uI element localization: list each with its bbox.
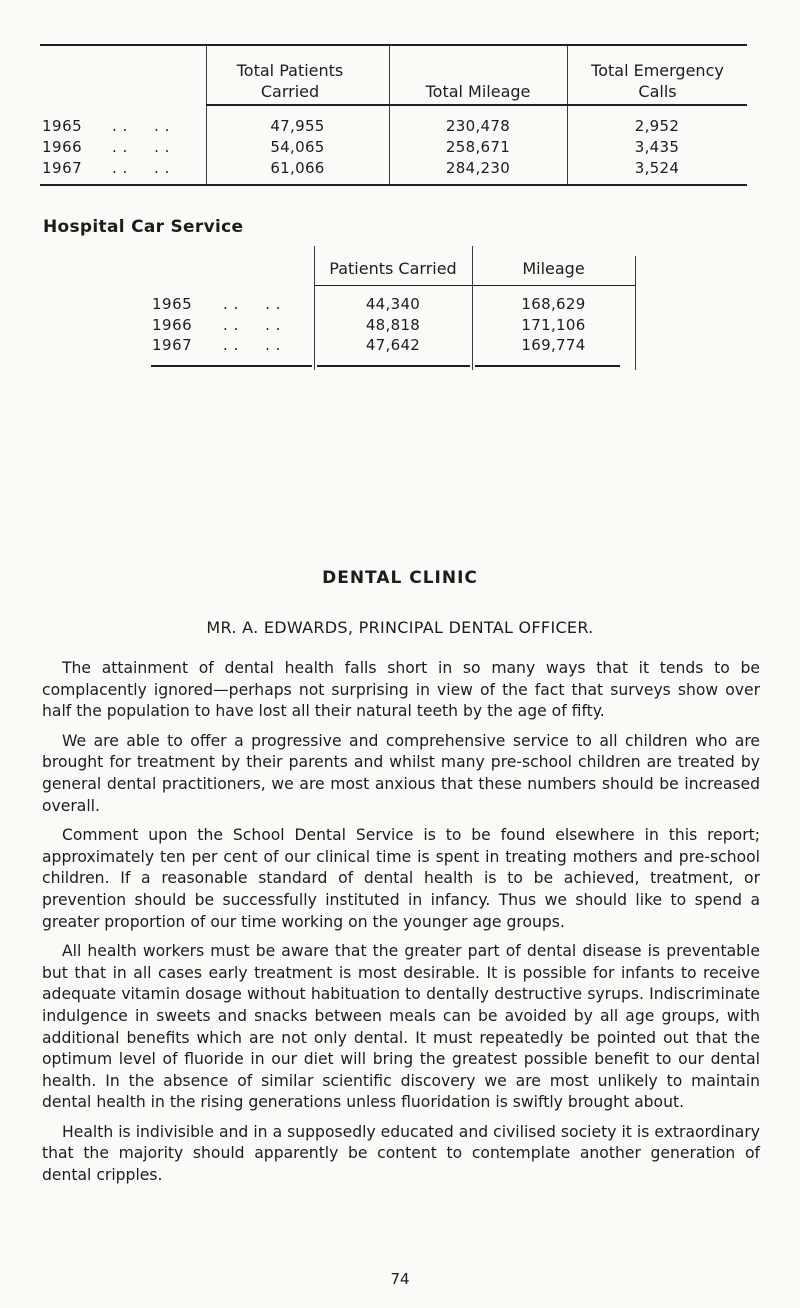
paragraph: The attainment of dental health falls short in so many ways that it tends to be complacently ignored—perhaps not surprising in view of the fact that surveys show over half the population to have lost all their natural teeth by the age of fifty. (42, 659, 760, 721)
paragraph: We are able to offer a progressive and comprehensive service to all children who are brought for treatment by their parents and whilst many pre-school children are treated by general dental practitioners, we are most anxious that these numbers should be increased overall. (42, 731, 760, 815)
table-top-rule (40, 44, 747, 46)
hospital-car-service-title: Hospital Car Service (43, 217, 244, 237)
row-emergency: 3,524 (634, 159, 680, 177)
row-leader-dots: . . . . (112, 117, 170, 135)
row-mileage: 258,671 (445, 138, 511, 156)
row-patients: 47,642 (365, 336, 421, 354)
row-leader-dots: . . . . (112, 159, 170, 177)
row-mileage: 230,478 (445, 117, 511, 135)
row-patients: 54,065 (270, 138, 325, 156)
row-year: 1967 (152, 336, 193, 354)
row-mileage: 168,629 (521, 295, 586, 313)
row-patients: 48,818 (365, 316, 421, 334)
header-rule (314, 285, 635, 286)
row-year: 1965 (152, 295, 193, 313)
table-bottom-rule (151, 365, 312, 367)
paragraph: All health workers must be aware that the greater part of dental disease is preventable but that in all cases early treatment is most desirable. It is possible for infants to receive adequate vitamin dosage without habituation to dentally destructive syrups. Indiscriminate indulgence in sweets and snacks between meals can be avoided by all age groups, with additional benefits which are not only dental. It must repeatedly be pointed out that the optimum level of fluoride in our diet will bring the greatest possible benefit to our dental health. In the absence of similar scientific discovery we are most unlikely to maintain dental health in the rising generations unless fluoridation is swiftly brought about. (42, 942, 760, 1112)
row-emergency: 3,435 (634, 138, 680, 156)
dental-clinic-heading: DENTAL CLINIC (322, 568, 478, 588)
header-total-mileage: Total Mileage (425, 82, 531, 101)
row-year: 1966 (152, 316, 193, 334)
row-year: 1965 (42, 117, 83, 135)
principal-dental-officer-line: MR. A. EDWARDS, PRINCIPAL DENTAL OFFICER. (206, 618, 594, 637)
table-divider (635, 256, 636, 370)
table-bottom-rule (317, 365, 470, 367)
page-number: 74 (390, 1270, 410, 1288)
row-patients: 47,955 (270, 117, 325, 135)
row-year: 1966 (42, 138, 83, 156)
header-mileage: Mileage (522, 259, 585, 278)
row-patients: 61,066 (270, 159, 325, 177)
row-leader-dots: . . . . (223, 336, 281, 354)
table-bottom-rule (475, 365, 620, 367)
row-emergency: 2,952 (634, 117, 680, 135)
row-mileage: 169,774 (521, 336, 586, 354)
row-mileage: 171,106 (521, 316, 586, 334)
dental-clinic-body (42, 658, 760, 1195)
header-patients-carried: Patients Carried (329, 259, 457, 278)
paragraph: Comment upon the School Dental Service is to be found elsewhere in this report; approximately ten per cent of our clinical time is spent in treating mothers and pre-school children. If a reasonable standard of dental health is to be achieved, treatment, or prevention should be successfully instituted in infancy. Thus we should like to spend a greater proportion of our time working on the younger age groups. (42, 826, 760, 931)
table-bottom-rule (40, 184, 747, 186)
row-leader-dots: . . . . (112, 138, 170, 156)
row-leader-dots: . . . . (223, 295, 281, 313)
header-rule (206, 104, 747, 106)
row-mileage: 284,230 (445, 159, 511, 177)
header-total-emergency-calls: Total Emergency Calls (591, 61, 724, 101)
row-year: 1967 (42, 159, 83, 177)
row-patients: 44,340 (365, 295, 421, 313)
header-total-patients: Total Patients Carried (236, 61, 344, 101)
row-leader-dots: . . . . (223, 316, 281, 334)
paragraph: Health is indivisible and in a supposedly educated and civilised society it is extraordinary that the majority should apparently be content to contemplate another generation of dental cripples. (42, 1122, 760, 1185)
